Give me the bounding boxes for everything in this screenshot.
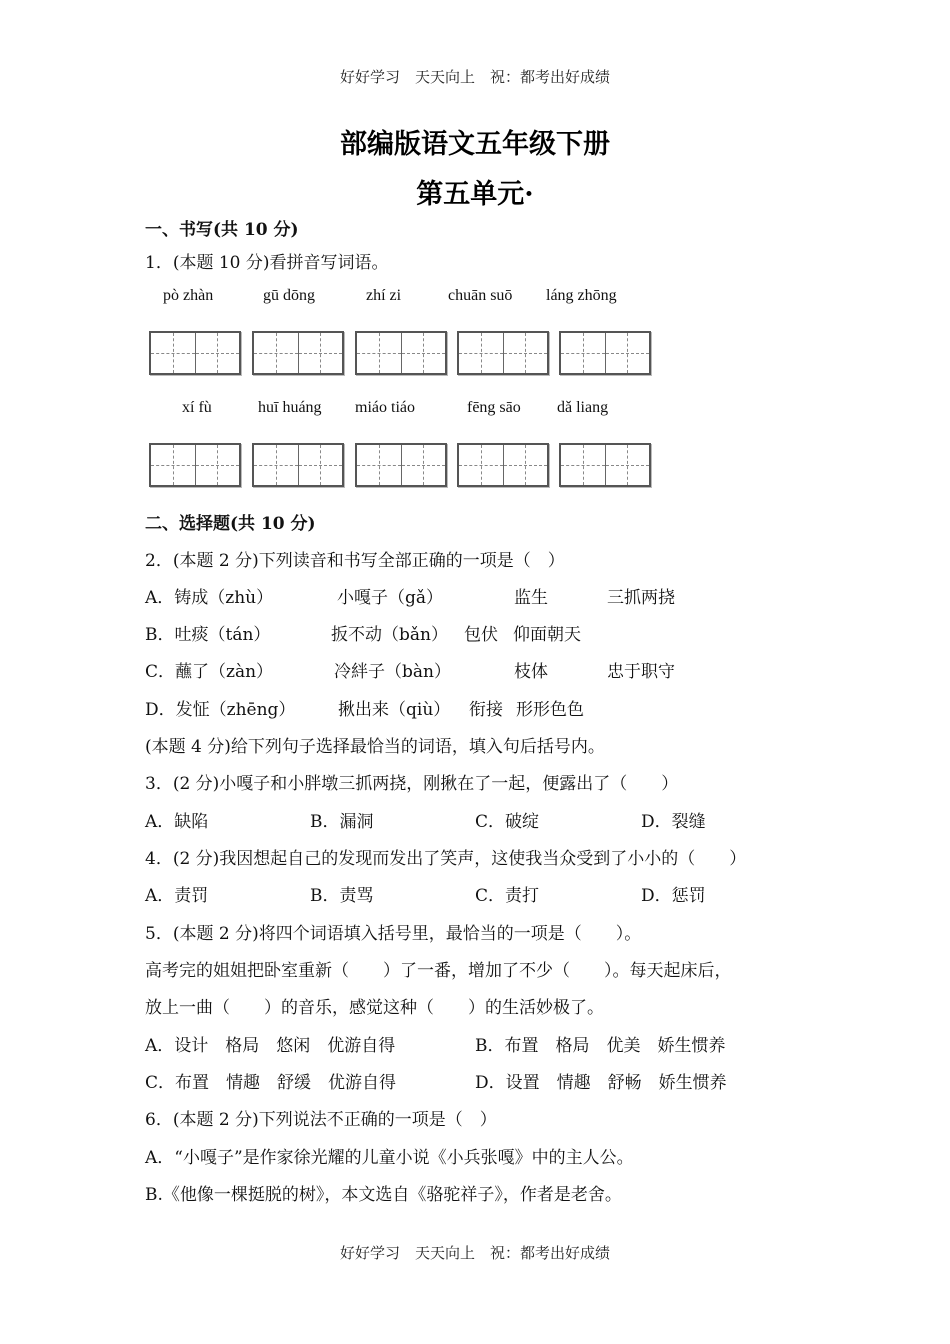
q4-option-a: A．责罚 (145, 886, 209, 906)
pinyin-2: gū dōng (263, 287, 315, 304)
q2-option-d-4: 形形色色 (516, 700, 584, 720)
writing-box[interactable] (149, 331, 241, 375)
question-3-stem: 3．(2 分)小嘎子和小胖墩三抓两挠，刚揪在了一起，便露出了（ ） (145, 774, 679, 794)
question-4-stem: 4．(2 分)我因想起自己的发现而发出了笑声，这使我当众受到了小小的（ ） (145, 849, 747, 869)
q6-option-b: B.《他像一棵挺脱的树》，本文选自《骆驼祥子》，作者是老舍。 (145, 1185, 622, 1205)
writing-box[interactable] (559, 331, 651, 375)
question-2-stem: 2．(本题 2 分)下列读音和书写全部正确的一项是（ ） (145, 551, 565, 571)
writing-box[interactable] (457, 331, 549, 375)
q2-option-c-1: C．蘸了（zàn） (145, 662, 274, 682)
q3-option-b: B．漏洞 (310, 812, 374, 832)
q5-option-a: A．设计 格局 悠闲 优游自得 (145, 1036, 396, 1056)
q2-option-b-2: 扳不动（bǎn） (331, 625, 448, 645)
pinyin-3: zhí zi (366, 287, 402, 304)
section-choice-heading: 二、选择题(共 10 分) (145, 514, 316, 534)
section-writing-heading: 一、书写(共 10 分) (145, 220, 299, 240)
q2-option-a-4: 三抓两挠 (607, 588, 675, 608)
question-5-stem: 5．(本题 2 分)将四个词语填入括号里，最恰当的一项是（ ）。 (145, 924, 642, 944)
q3-option-d: D．裂缝 (641, 812, 706, 832)
q2-option-d-2: 揪出来（qiù） (338, 700, 451, 720)
writing-box[interactable] (252, 331, 344, 375)
pinyin-10: dǎ liang (557, 399, 609, 416)
pinyin-1: pò zhàn (163, 287, 214, 304)
writing-box[interactable] (355, 443, 447, 487)
questions-3-4-intro: (本题 4 分)给下列句子选择最恰当的词语，填入句后括号内。 (145, 737, 605, 757)
writing-box[interactable] (149, 443, 241, 487)
q2-option-b-1: B．吐痰（tán） (145, 625, 271, 645)
q4-option-b: B．责骂 (310, 886, 374, 906)
q3-option-a: A．缺陷 (145, 812, 209, 832)
q2-option-d-3: 衔接 (469, 700, 503, 720)
question-6-stem: 6．(本题 2 分)下列说法不正确的一项是（ ） (145, 1110, 497, 1130)
writing-box[interactable] (252, 443, 344, 487)
unit-title: 第五单元· (416, 179, 534, 210)
pinyin-6: xí fù (182, 399, 212, 416)
q5-option-c: C．布置 情趣 舒缓 优游自得 (145, 1073, 397, 1093)
q2-option-c-3: 枝体 (514, 662, 548, 682)
page-title: 部编版语文五年级下册 (340, 129, 610, 160)
pinyin-8: miáo tiáo (355, 399, 415, 416)
q2-option-d-1: D．发怔（zhēng） (145, 700, 296, 720)
q5-option-d: D．设置 情趣 舒畅 娇生惯养 (475, 1073, 727, 1093)
q2-option-c-4: 忠于职守 (607, 662, 675, 682)
q4-option-c: C．责打 (475, 886, 540, 906)
q2-option-a-2: 小嘎子（gǎ） (337, 588, 444, 608)
q2-option-b-4: 仰面朝天 (513, 625, 581, 645)
pinyin-9: fēng sāo (467, 399, 521, 416)
q6-option-a: A．“小嘎子”是作家徐光耀的儿童小说《小兵张嘎》中的主人公。 (145, 1148, 634, 1168)
q4-option-d: D．惩罚 (641, 886, 706, 906)
writing-box[interactable] (457, 443, 549, 487)
question-5-passage-line-1: 高考完的姐姐把卧室重新（ ）了一番，增加了不少（ ）。每天起床后， (145, 961, 732, 981)
page-header: 好好学习 天天向上 祝：都考出好成绩 (339, 68, 610, 86)
question-1-stem: 1．(本题 10 分)看拼音写词语。 (145, 253, 389, 273)
q2-option-b-3: 包伏 (464, 625, 498, 645)
q5-option-b: B．布置 格局 优美 娇生惯养 (475, 1036, 726, 1056)
page-footer: 好好学习 天天向上 祝：都考出好成绩 (339, 1244, 610, 1262)
q2-option-a-1: A．铸成（zhù） (145, 588, 274, 608)
question-5-passage-line-2: 放上一曲（ ）的音乐，感觉这种（ ）的生活妙极了。 (145, 998, 604, 1018)
pinyin-4: chuān suō (448, 287, 513, 304)
pinyin-7: huī huáng (258, 399, 322, 416)
pinyin-5: láng zhōng (546, 287, 617, 304)
q2-option-a-3: 监生 (514, 588, 548, 608)
writing-box[interactable] (559, 443, 651, 487)
q3-option-c: C．破绽 (475, 812, 540, 832)
q2-option-c-2: 冷絆子（bàn） (334, 662, 451, 682)
writing-box[interactable] (355, 331, 447, 375)
